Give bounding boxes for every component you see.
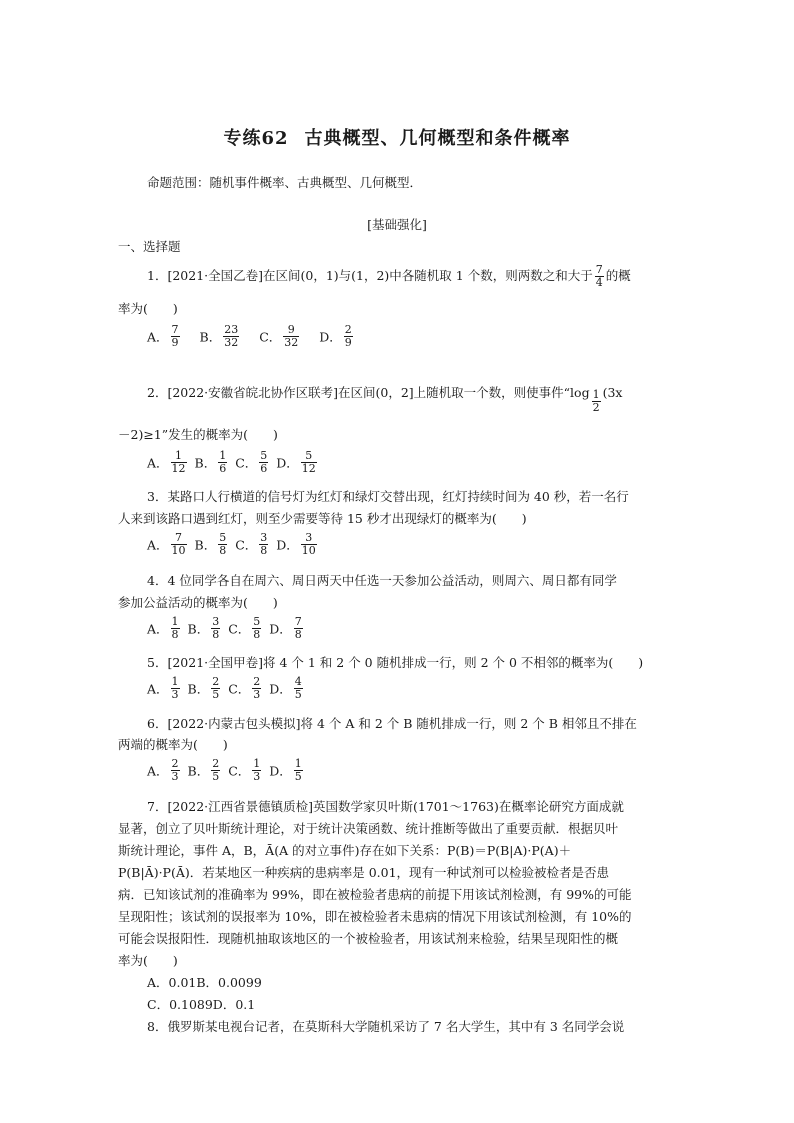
question-7-options-row-1[interactable]: A．0.01B．0.0099 xyxy=(147,975,262,990)
title-sub: 古典概型、几何概型和条件概率 xyxy=(304,128,571,149)
log-base-fraction: $\frac{1}{2}$ xyxy=(592,388,600,414)
page-title xyxy=(0,124,794,150)
title-main: 专练62 xyxy=(223,128,289,149)
option-b[interactable]: B． $\frac{5}{8}$ xyxy=(194,531,227,557)
option-b[interactable]: B． $\frac{23}{32}$ xyxy=(199,323,239,349)
option-b[interactable]: B． $\frac{2}{5}$ xyxy=(187,675,220,701)
question-2-line-2: －2)≥1”发生的概率为( ) xyxy=(118,427,278,442)
question-5-line-1: 5．[2021·全国甲卷]将 4 个 1 和 2 个 0 随机排成一行，则 2 个 0 不相邻的概率为( ) xyxy=(147,655,644,670)
question-3-line-1: 3．某路口人行横道的信号灯为红灯和绿灯交替出现，红灯持续时间为 40 秒，若一名行 xyxy=(147,489,629,504)
option-c[interactable]: C． $\frac{9}{32}$ xyxy=(259,323,299,349)
option-a[interactable]: A． $\frac{1}{12}$ xyxy=(147,449,186,475)
question-4-line-1: 4．4 位同学各自在周六、周日两天中任选一天参加公益活动，则周六、周日都有同学 xyxy=(147,573,617,588)
question-1-fraction: $\frac{7}{4}$ xyxy=(595,263,603,289)
question-7-line-6: 呈现阳性；该试剂的误报率为 10%，即在被检验者未患病的情况下用该试剂检测，有 10%的 xyxy=(118,909,632,924)
option-b[interactable]: B． $\frac{2}{5}$ xyxy=(187,757,220,783)
question-1-line-1: 1．[2021·全国乙卷]在区间(0，1)与(1，2)中各随机取 1 个数，则两数之和大于 $\frac{7}{4}$ 的概 xyxy=(147,263,631,289)
question-2-options xyxy=(147,450,321,475)
scope-line: 命题范围：随机事件概率、古典概型、几何概型． xyxy=(147,175,423,190)
question-4-line-2: 参加公益活动的概率为( ) xyxy=(118,595,278,610)
option-d[interactable]: D． $\frac{5}{12}$ xyxy=(276,449,316,475)
section-header: [基础强化] xyxy=(367,217,427,232)
question-6-line-2: 两端的概率为( ) xyxy=(118,737,228,752)
question-7-line-2: 显著，创立了贝叶斯统计理论，对于统计决策函数、统计推断等做出了重要贡献．根据贝叶 xyxy=(118,821,619,836)
option-a[interactable]: A． $\frac{1}{3}$ xyxy=(147,675,179,701)
question-4-options xyxy=(147,616,307,641)
question-1-line-2: 率为( ) xyxy=(118,301,178,316)
option-c[interactable]: C． $\frac{5}{8}$ xyxy=(228,615,261,641)
question-7-options-row-2[interactable]: C．0.1089D．0.1 xyxy=(147,997,256,1012)
option-b[interactable]: B． $\frac{1}{6}$ xyxy=(194,449,227,475)
question-7-line-5: 病．已知该试剂的准确率为 99%，即在被检验者患病的前提下用该试剂检测，有 99%的可能 xyxy=(118,887,632,902)
option-a[interactable]: A． $\frac{2}{3}$ xyxy=(147,757,179,783)
option-a[interactable]: A． $\frac{7}{10}$ xyxy=(147,531,186,557)
question-7-line-8: 率为( ) xyxy=(118,953,178,968)
question-8-line-1: 8．俄罗斯某电视台记者，在莫斯科大学随机采访了 7 名大学生，其中有 3 名同学会说 xyxy=(147,1019,625,1034)
question-6-line-1: 6．[2022·内蒙古包头模拟]将 4 个 A 和 2 个 B 随机排成一行，则 2 个 B 相邻且不排在 xyxy=(147,716,637,731)
question-6-options xyxy=(147,758,307,783)
option-d[interactable]: D． $\frac{2}{9}$ xyxy=(319,323,352,349)
question-3-options xyxy=(147,532,321,557)
option-d[interactable]: D． $\frac{3}{10}$ xyxy=(276,531,316,557)
question-2-line-1: 2．[2022·安徽省皖北协作区联考]在区间(0，2]上随机取一个数，则使事件“log $\frac{1}{2}$ (3x xyxy=(147,385,623,414)
option-c[interactable]: C． $\frac{1}{3}$ xyxy=(228,757,261,783)
question-1-options xyxy=(147,324,369,349)
option-a[interactable]: A． $\frac{7}{9}$ xyxy=(147,323,179,349)
question-7-line-1: 7．[2022·江西省景德镇质检]英国数学家贝叶斯(1701～1763)在概率论研究方面成就 xyxy=(147,799,624,814)
option-d[interactable]: D． $\frac{4}{5}$ xyxy=(269,675,302,701)
option-d[interactable]: D． $\frac{1}{5}$ xyxy=(269,757,302,783)
question-5-options xyxy=(147,676,307,701)
option-d[interactable]: D． $\frac{7}{8}$ xyxy=(269,615,302,641)
option-c[interactable]: C． $\frac{2}{3}$ xyxy=(228,675,261,701)
question-3-line-2: 人来到该路口遇到红灯，则至少需要等待 15 秒才出现绿灯的概率为( ) xyxy=(118,511,527,526)
question-7-line-4: P(B|Ā)·P(Ā)．若某地区一种疾病的患病率是 0.01，现有一种试剂可以检验被检者是否患 xyxy=(118,865,610,880)
part-heading: 一、选择题 xyxy=(118,239,181,254)
option-c[interactable]: C． $\frac{5}{6}$ xyxy=(235,449,268,475)
question-7-line-3: 斯统计理论，事件 A，B，Ā(A 的对立事件)存在如下关系：P(B)＝P(B|A)·P(A)＋ xyxy=(118,843,572,858)
option-c[interactable]: C． $\frac{3}{8}$ xyxy=(235,531,268,557)
option-b[interactable]: B． $\frac{3}{8}$ xyxy=(187,615,220,641)
question-7-line-7: 可能会误报阳性．现随机抽取该地区的一个被检验者，用该试剂来检验，结果呈现阳性的概 xyxy=(118,931,619,946)
option-a[interactable]: A． $\frac{1}{8}$ xyxy=(147,615,179,641)
